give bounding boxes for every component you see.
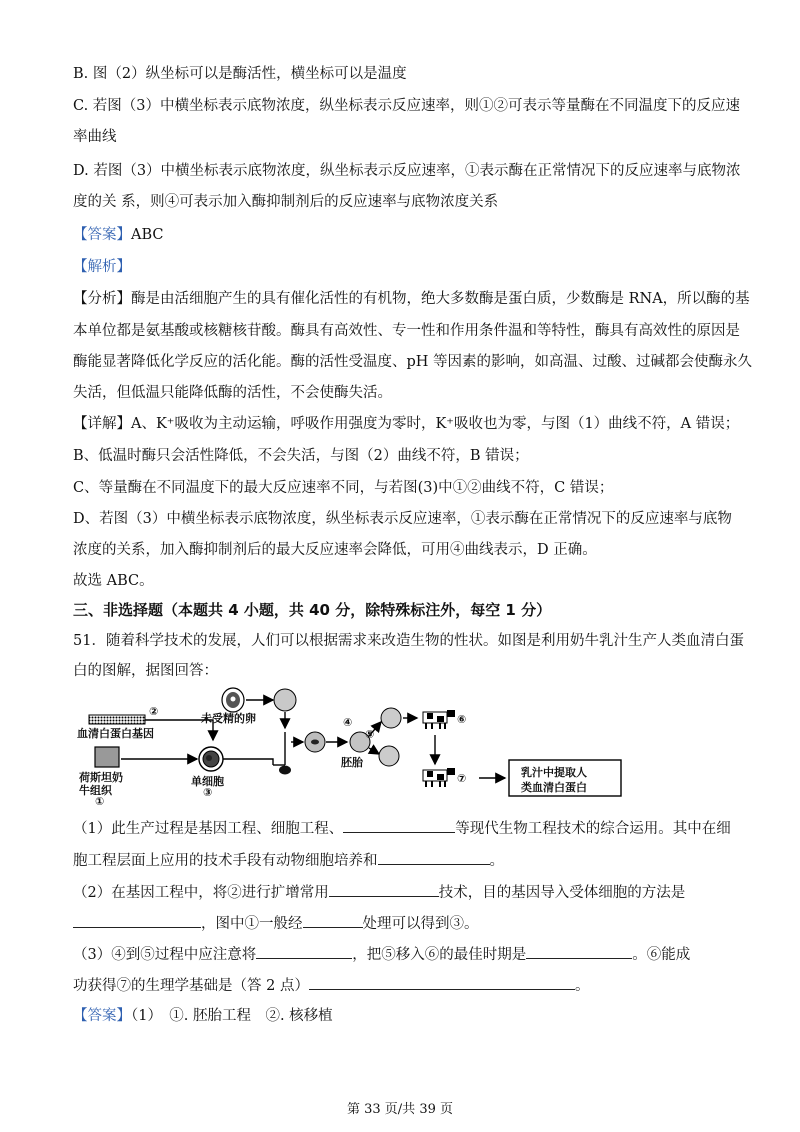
q1-text-d: 。 [489, 853, 504, 869]
final-answer-line [73, 1006, 333, 1026]
q3-text-a: （3）④到⑤过程中应注意将 [73, 947, 257, 963]
q3-text-d: 功获得⑦的生理学基础是（答 2 点） [73, 978, 309, 994]
answer-text: ABC [131, 227, 164, 243]
diagram-egg-label: 未受精的卵 [201, 712, 256, 725]
q1-blank-1[interactable] [343, 818, 455, 833]
q3-text-b: ，把⑤移入⑥的最佳时期是 [352, 947, 527, 963]
fenxi-line1 [73, 289, 750, 309]
fenxi-line2: 本单位都是氨基酸或核糖核苷酸。酶具有高效性、专一性和作用条件温和等特性，酶具有高效性的原因是 [73, 323, 740, 339]
q1-text-b: 等现代生物工程技术的综合运用。其中在细 [455, 821, 731, 837]
q1-line2 [73, 850, 504, 871]
fenxi-tag: 【分析】 [73, 291, 131, 307]
q3-text-e: 。 [574, 978, 590, 994]
diagram-num-4: ④ [343, 716, 353, 729]
diagram-cow-label-2: 牛组织 [79, 784, 112, 797]
section-title: 三、非选择题（本题共 4 小题，共 40 分，除特殊标注外，每空 1 分） [73, 601, 552, 619]
diagram-num-1: ① [95, 795, 105, 808]
detail-line3: C、等量酶在不同温度下的最大反应速率不同，与若图(3)中①②曲线不符，C 错误； [73, 480, 614, 496]
q1-line1 [73, 818, 731, 839]
q3-blank-3[interactable] [309, 975, 575, 990]
answer-line [73, 225, 164, 245]
final-answer-tag: 【答案】 [73, 1008, 131, 1024]
question-stem-line1: 51．随着科学技术的发展，人们可以根据需求来改造生物的性状。如图是利用奶牛乳汁生产人类血清白蛋 [73, 633, 744, 649]
q3-line2 [73, 975, 589, 996]
q2-text-d: 处理可以得到③。 [362, 916, 479, 932]
q1-text-c: 胞工程层面上应用的技术手段有动物细胞培养和 [73, 853, 378, 869]
diagram-box-line1: 乳汁中提取人 [521, 766, 587, 779]
final-answer-text: （1） ①. 胚胎工程 ②. 核移植 [131, 1008, 333, 1024]
detail-tag: 【详解】 [73, 416, 131, 432]
q1-blank-2[interactable] [378, 850, 490, 865]
diagram-cow-label-1: 荷斯坦奶 [79, 771, 123, 784]
fenxi-line3: 酶能显著降低化学反应的活化能。酶的活性受温度、pH 等因素的影响，如高温、过酸、过碱都会使酶永久 [73, 354, 753, 370]
detail-text1: A、K⁺吸收为主动运输，呼吸作用强度为零时，K⁺吸收也为零，与图（1）曲线不符，A 错误； [131, 416, 740, 432]
q2-blank-3[interactable] [303, 913, 363, 928]
diagram-num-6: ⑥ [457, 713, 467, 726]
fenxi-text1: 酶是由活细胞产生的具有催化活性的有机物，绝大多数酶是蛋白质，少数酶是 RNA，所以酶的基 [131, 291, 750, 307]
diagram-num-2: ② [149, 705, 159, 718]
option-c-line2: 率曲线 [73, 129, 117, 145]
analysis-tag: 【解析】 [73, 259, 131, 275]
diagram-gene-label: 血清白蛋白基因 [77, 727, 154, 740]
option-b: B. 图（2）纵坐标可以是酶活性，横坐标可以是温度 [73, 66, 407, 82]
q3-blank-2[interactable] [526, 944, 632, 959]
option-c-line1: C. 若图（3）中横坐标表示底物浓度，纵坐标表示反应速率，则①②可表示等量酶在不同温度下的反应速 [73, 98, 741, 114]
q3-blank-1[interactable] [256, 944, 352, 959]
detail-line2: B、低温时酶只会活性降低，不会失活，与图（2）曲线不符，B 错误； [73, 448, 529, 464]
gene-bar [89, 715, 145, 724]
option-d-line1: D. 若图（3）中横坐标表示底物浓度，纵坐标表示反应速率，①表示酶在正常情况下的反应速率与底物浓 [73, 163, 741, 179]
fenxi-line4: 失活，但低温只能降低酶的活性，不会使酶失活。 [73, 385, 392, 401]
q3-line1 [73, 944, 690, 965]
q3-text-c: 。⑥能成 [632, 947, 691, 963]
question-stem-line2: 白的图解，据图回答： [73, 663, 218, 679]
detail-line1 [73, 414, 739, 434]
diagram-single-cell: 单细胞 [191, 775, 224, 788]
diagram-graphics [73, 680, 643, 820]
q2-blank-2[interactable] [73, 913, 201, 928]
detail-line5: 浓度的关系，加入酶抑制剂后的最大反应速率会降低，可用④曲线表示，D 正确。 [73, 542, 597, 558]
diagram-num-3: ③ [203, 786, 213, 799]
answer-tag: 【答案】 [73, 227, 131, 243]
conclusion-line: 故选 ABC。 [73, 573, 154, 589]
diagram-box-line2: 类血清白蛋白 [521, 781, 587, 794]
q2-blank-1[interactable] [329, 882, 439, 897]
diagram-num-7: ⑦ [457, 772, 467, 785]
q2-text-c: ，图中①一般经 [201, 916, 303, 932]
tissue-square [95, 747, 119, 767]
diagram-embryo: 胚胎 [341, 756, 363, 769]
page-footer: 第 33 页/共 39 页 [347, 1102, 453, 1117]
option-d-line2: 度的关 系，则④可表示加入酶抑制剂后的反应速率与底物浓度关系 [73, 194, 499, 210]
q2-line2 [73, 913, 479, 934]
diagram-num-5: ⑤ [365, 728, 375, 741]
process-diagram [73, 680, 643, 820]
q2-text-b: 技术，目的基因导入受体细胞的方法是 [438, 885, 686, 901]
detail-line4: D、若图（3）中横坐标表示底物浓度，纵坐标表示反应速率，①表示酶在正常情况下的反应速率与底物 [73, 511, 732, 527]
q2-text-a: （2）在基因工程中，将②进行扩增常用 [73, 885, 329, 901]
q1-text-a: （1）此生产过程是基因工程、细胞工程、 [73, 821, 344, 837]
q2-line1 [73, 882, 685, 903]
